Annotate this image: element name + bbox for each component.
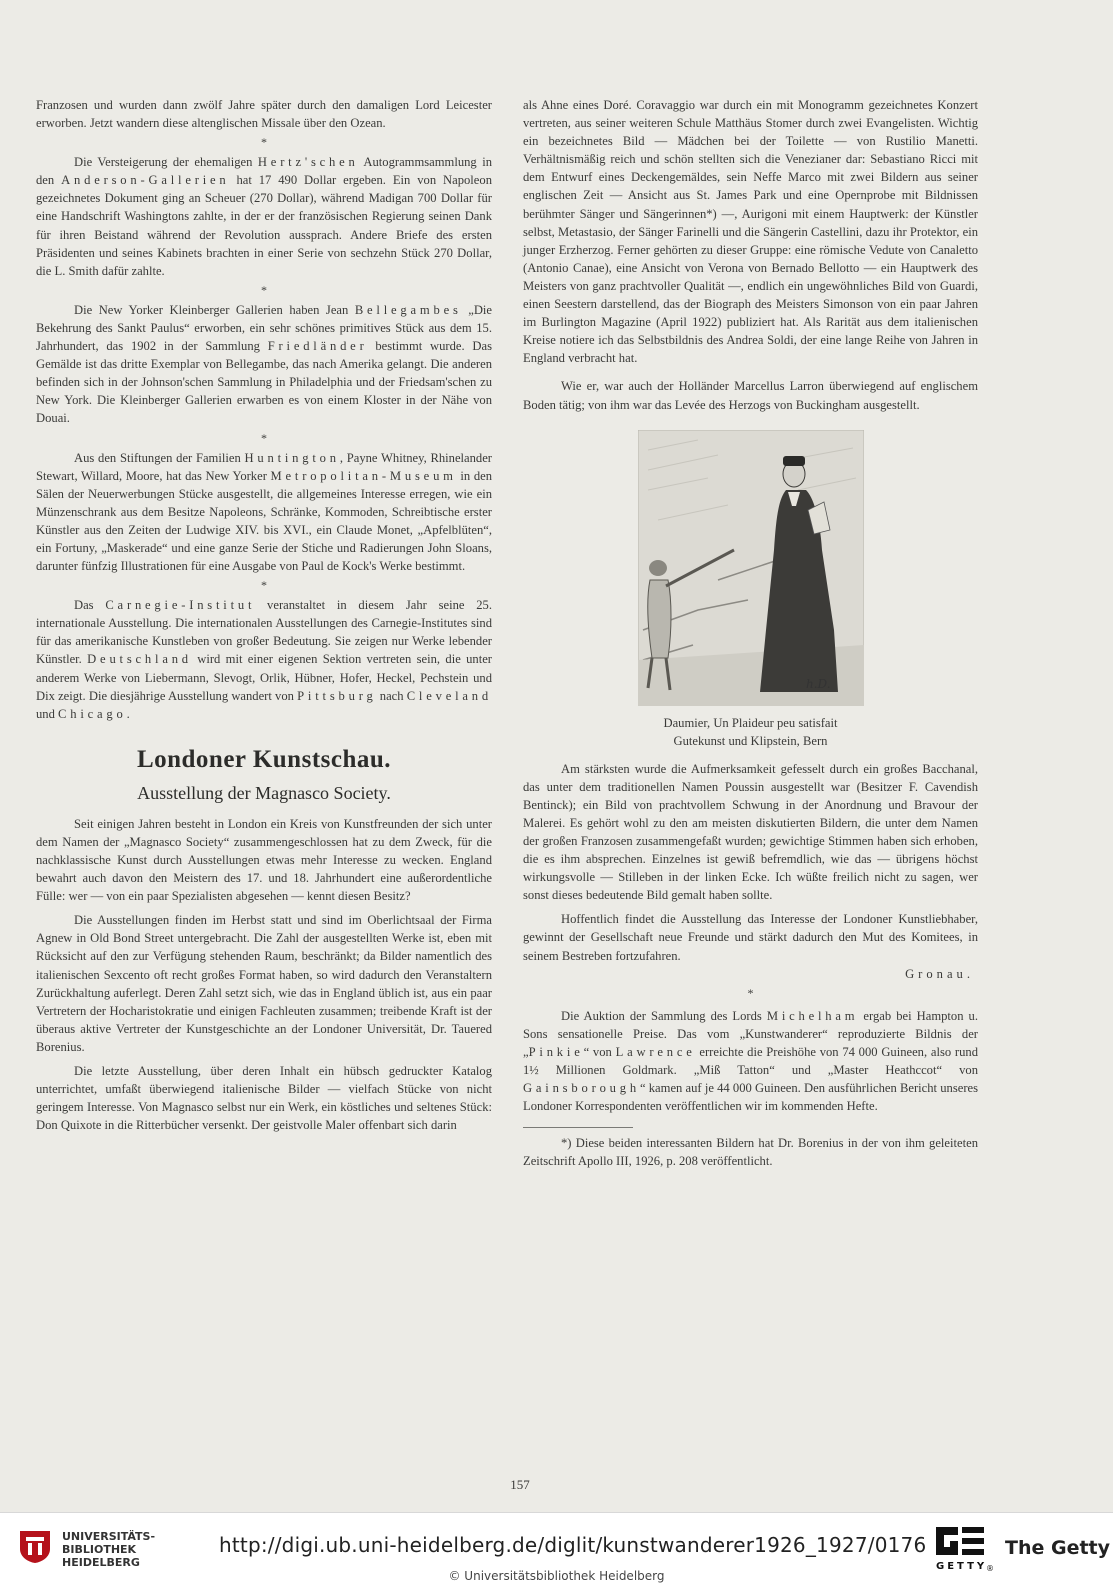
getty-logo-icon xyxy=(936,1527,996,1573)
getty-label: The Getty xyxy=(1005,1537,1111,1559)
paragraph: Die New Yorker Kleinberger Gallerien haben Jean Bellegambes „Die Bekehrung des Sankt Paulus“ erworben, ein sehr schönes primitives Stück aus dem 15. Jahrhundert, das 1902 in der Sammlung Friedländer bestimmt wurde. Das Gemälde ist das dritte Exemplar von Bellegambe, das nach Amerika gelangt. Die anderen befinden sich in der Johnson'schen Sammlung in Philadelphia und der Friedsam'schen zu New York. Die Kleinberger Gallerien erwarben es von einem Kloster in der Nähe von Douai. xyxy=(36,302,493,426)
section-divider: * xyxy=(261,430,267,445)
paragraph: als Ahne eines Doré. Coravaggio war durch ein mit Monogramm gezeichnetes Konzert vertreten, aus seiner weiteren Schule Matthäus Stomer durch zwei Evangelisten. Wichtig ein bezeichnetes Bild — Mädchen bei der Toilette — von Rustilio Manetti. Verhältnismäßig reich und schön stellten sich die Venezianer dar: Sebastiano Ricci mit dem Entwurf eines Deckengemäldes, sein Neffe Marco mit zwei Bildern aus seiner englischen Zeit — Ansicht aus St. James Park und eine Opernprobe mit Bildnissen berühmter Sänger und Sängerinnen*) —, Aurigoni mit einem Hauptwerk: der Künstler selbst, Metastasio, der Sänger Farinelli und die Sängerin Castellini, dazu ihr Protektor, ein junger Erzherzog. Ferner gehörten zu dieser Gruppe: eine römische Vedute von Canaletto (Antonio Canae), eine Ansicht von Verona von Bernado Bellotto — ein Hauptwerk des Meisters von ganz prachtvoller Qualität —, endlich ein ungewöhnliches Bild von Guardi, einen Seestern darstellend, das der Biograph des Meisters Simonson von ein paar Jahren im Burlington Magazine (April 1922) publiziert hat. Als Rarität aus dem italienischen Kreise notiere ich das Selbstbildnis des Andrea Soldi, der eine lange Reihe von Jahren in England verbracht hat. xyxy=(523,98,978,366)
paragraph: Die Ausstellungen finden im Herbst statt und sind im Oberlichtsaal der Firma Agnew in Old Bond Street untergebracht. Die Zahl der ausgestellten Werke ist, eben mit Rücksicht auf den zur Verfügung stehenden Raum, beschränkt; da Bilder namentlich des italienischen Sexcento oft recht großes Format haben, so wird dadurch den Veranstaltern Zurückhaltung auferlegt. Deren Zahl setzt sich, wie das in England üblich ist, aus ein paar Vertretern der Hocharistokratie und einigen Fachleuten zusammen; treibende Kraft ist der überaus aktive Vertreter der Kunstgeschichte an der Londoner Universität, Dr. Tauered Borenius. xyxy=(36,913,492,1054)
article-heading: Londoner Kunstschau. xyxy=(136,745,392,773)
svg-text:®: ® xyxy=(986,1564,994,1573)
section-divider: * xyxy=(261,282,267,297)
digitization-footer xyxy=(0,1512,1113,1593)
paragraph: Hoffentlich findet die Ausstellung das Interesse der Londoner Kunstliebhaber, gewinnt der Gesellschaft neue Freunde und stärkt dadurch den Mut des Komitees, in seinem Bestreben fortzufahren. xyxy=(523,912,978,963)
svg-text:GETTY: GETTY xyxy=(936,1561,988,1572)
illustration xyxy=(523,430,978,750)
paragraph: Die Versteigerung der ehemaligen Hertz'schen Autogrammsammlung in den Anderson-Gallerien hat 17 490 Dollar ergeben. Ein von Napoleon gezeichnetes Dokument ging an Scheuer (270 Dollar), während Madigan 700 Dollar für eine Handschrift Washingtons zahlte, in der er der französischen Regierung seinen Dank für ihren Beistand während der Revolution aussprach. Andere Briefe des ersten Präsidenten und seines Kabinets brachten in einer Serie von sechzehn Stück 270 Dollar, die L. Smith dafür zahlte. xyxy=(36,155,492,278)
footnote: *) Diese beiden interessanten Bildern hat Dr. Borenius in der von ihm geleiteten Zeitschrift Apollo III, 1926, p. 208 veröffentlicht. xyxy=(523,1136,978,1169)
paragraph: Die Auktion der Sammlung des Lords Michelham ergab bei Hampton u. Sons sensationelle Preise. Das vom „Kunstwanderer“ reproduzierte Bildnis der „Pinkie“ von Lawrence erreichte die Preishöhe von 74 000 Guineen, also rund 1½ Millionen Goldmark. „Miß Tatton“ und „Master Heathccot“ von Gainsborough“ kamen auf je 44 000 Guineen. Den ausführlichen Bericht unseres Londoner Korrespondenten veröffentlichen wir im kommenden Hefte. xyxy=(523,1008,978,1114)
university-library-logo-icon xyxy=(16,1527,54,1565)
figure-signature: h.D. xyxy=(805,676,831,691)
caption-line: Gutekunst und Klipstein, Bern xyxy=(673,733,828,748)
figure-caption xyxy=(523,714,978,750)
section-divider: * xyxy=(261,578,267,593)
article-subheading: Ausstellung der Magnasco Society. xyxy=(137,782,391,803)
institution-name: UNIVERSITÄTS- BIBLIOTHEK HEIDELBERG xyxy=(62,1530,156,1569)
right-column xyxy=(523,96,978,1170)
caption-line: Daumier, Un Plaideur peu satisfait xyxy=(663,715,838,730)
copyright-notice: © Universitätsbibliothek Heidelberg xyxy=(448,1569,665,1583)
footnote-divider xyxy=(523,1127,633,1128)
left-column xyxy=(36,96,492,1134)
author-signature: Gronau. xyxy=(905,966,974,981)
daumier-lithograph-image xyxy=(638,430,864,706)
permalink-url[interactable]: http://digi.ub.uni-heidelberg.de/diglit/kunstwanderer1926_1927/0176 xyxy=(219,1533,927,1557)
page-number: 157 xyxy=(510,1477,530,1492)
paragraph: Am stärksten wurde die Aufmerksamkeit gefesselt durch ein großes Bacchanal, das unter dem traditionellen Namen Poussin ausgestellt war (Besitzer F. Cavendish Bentinck); ein Bild von prachtvollem Schwung in der Anordnung und Bravour der Malerei. Es gehört wohl zu den am meisten diskutierten Bildern, die unter dem Namen der großen Franzosen zusammengefaßt wurden; gewichtige Stimmen haben sich erhoben, die es ihm absprechen. Einzelnes ist gewiß befremdlich, wie das — übrigens höchst wirkungsvolle — Stilleben in der linken Ecke. Ich wüßte freilich nicht zu sagen, wer sonst dieses bedeutende Bild gemalt haben sollte. xyxy=(523,761,978,903)
paragraph: Franzosen und wurden dann zwölf Jahre später durch den damaligen Lord Leicester erworben. Jetzt wandern diese altenglischen Missale über den Ozean. xyxy=(36,98,492,131)
paragraph: Das Carnegie-Institut veranstaltet in diesem Jahr seine 25. internationale Ausstellung. Die internationalen Ausstellungen des Carnegie-Institutes sind für das amerikanische Kunstleben von großer Bedeutung. Sie zeigen nur Werke lebender Künstler. Deutschland wird mit einer eigenen Sektion vertreten sein, die unter anderem Werke von Liebermann, Slevogt, Orlik, Hübner, Hofer, Heckel, Pechstein und Dix zeigt. Die diesjährige Ausstellung wandert von Pittsburg nach Cleveland und Chicago. xyxy=(36,598,492,721)
paragraph: Wie er, war auch der Holländer Marcellus Larron überwiegend auf englischem Boden tätig; von ihm war das Levée des Herzogs von Buckingham ausgestellt. xyxy=(523,379,978,412)
paragraph: Die letzte Ausstellung, über deren Inhalt ein hübsch gedruckter Katalog unterrichtet, umfaßt überwiegend italienische Bilder — vielfach Stücke von nicht geringem Interesse. Von Magnasco selbst nur ein Werk, ein köstliches und seltenes Stück: Don Quixote in die Ritterbücher versenkt. Der geistvolle Maler offenbart sich darin xyxy=(36,1064,492,1133)
paragraph: Aus den Stiftungen der Familien Huntington, Payne Whitney, Rhinelander Stewart, Willard, Moore, hat das New Yorker Metropolitan-Museum in den Sälen der Neuerwerbungen Stücke ausgestellt, die allgemeines Interesse erregen, wie ein Münzenschrank aus dem Besitze Napoleons, Schränke, Kommoden, Schreibtische erster Künstler aus den Zeiten der Ludwige XIV. bis XVI., ein Claude Monet, „Apfelblüten“, ein Fortuny, „Maskerade“ und eine ganze Serie der Stiche und Radierungen John Sloans, darunter fünfzig Illustrationen für eine Ausgabe von Paul de Kock's Werke bestimmt. xyxy=(36,450,493,574)
paragraph: Seit einigen Jahren besteht in London ein Kreis von Kunstfreunden der sich unter dem Namen der „Magnasco Society“ zusammengeschlossen hat zu dem Zweck, für die nachklassische Kunst durch Ausstellungen etwas mehr Interesse zu wecken. England bewahrt auch davon den Meistern des 17. und 18. Jahrhundert eine außerordentliche Fülle: wer — von ein paar Spezialisten abgesehen — kennt diesen Besitz? xyxy=(36,816,492,904)
section-divider: * xyxy=(747,985,754,1000)
section-divider: * xyxy=(261,135,267,150)
